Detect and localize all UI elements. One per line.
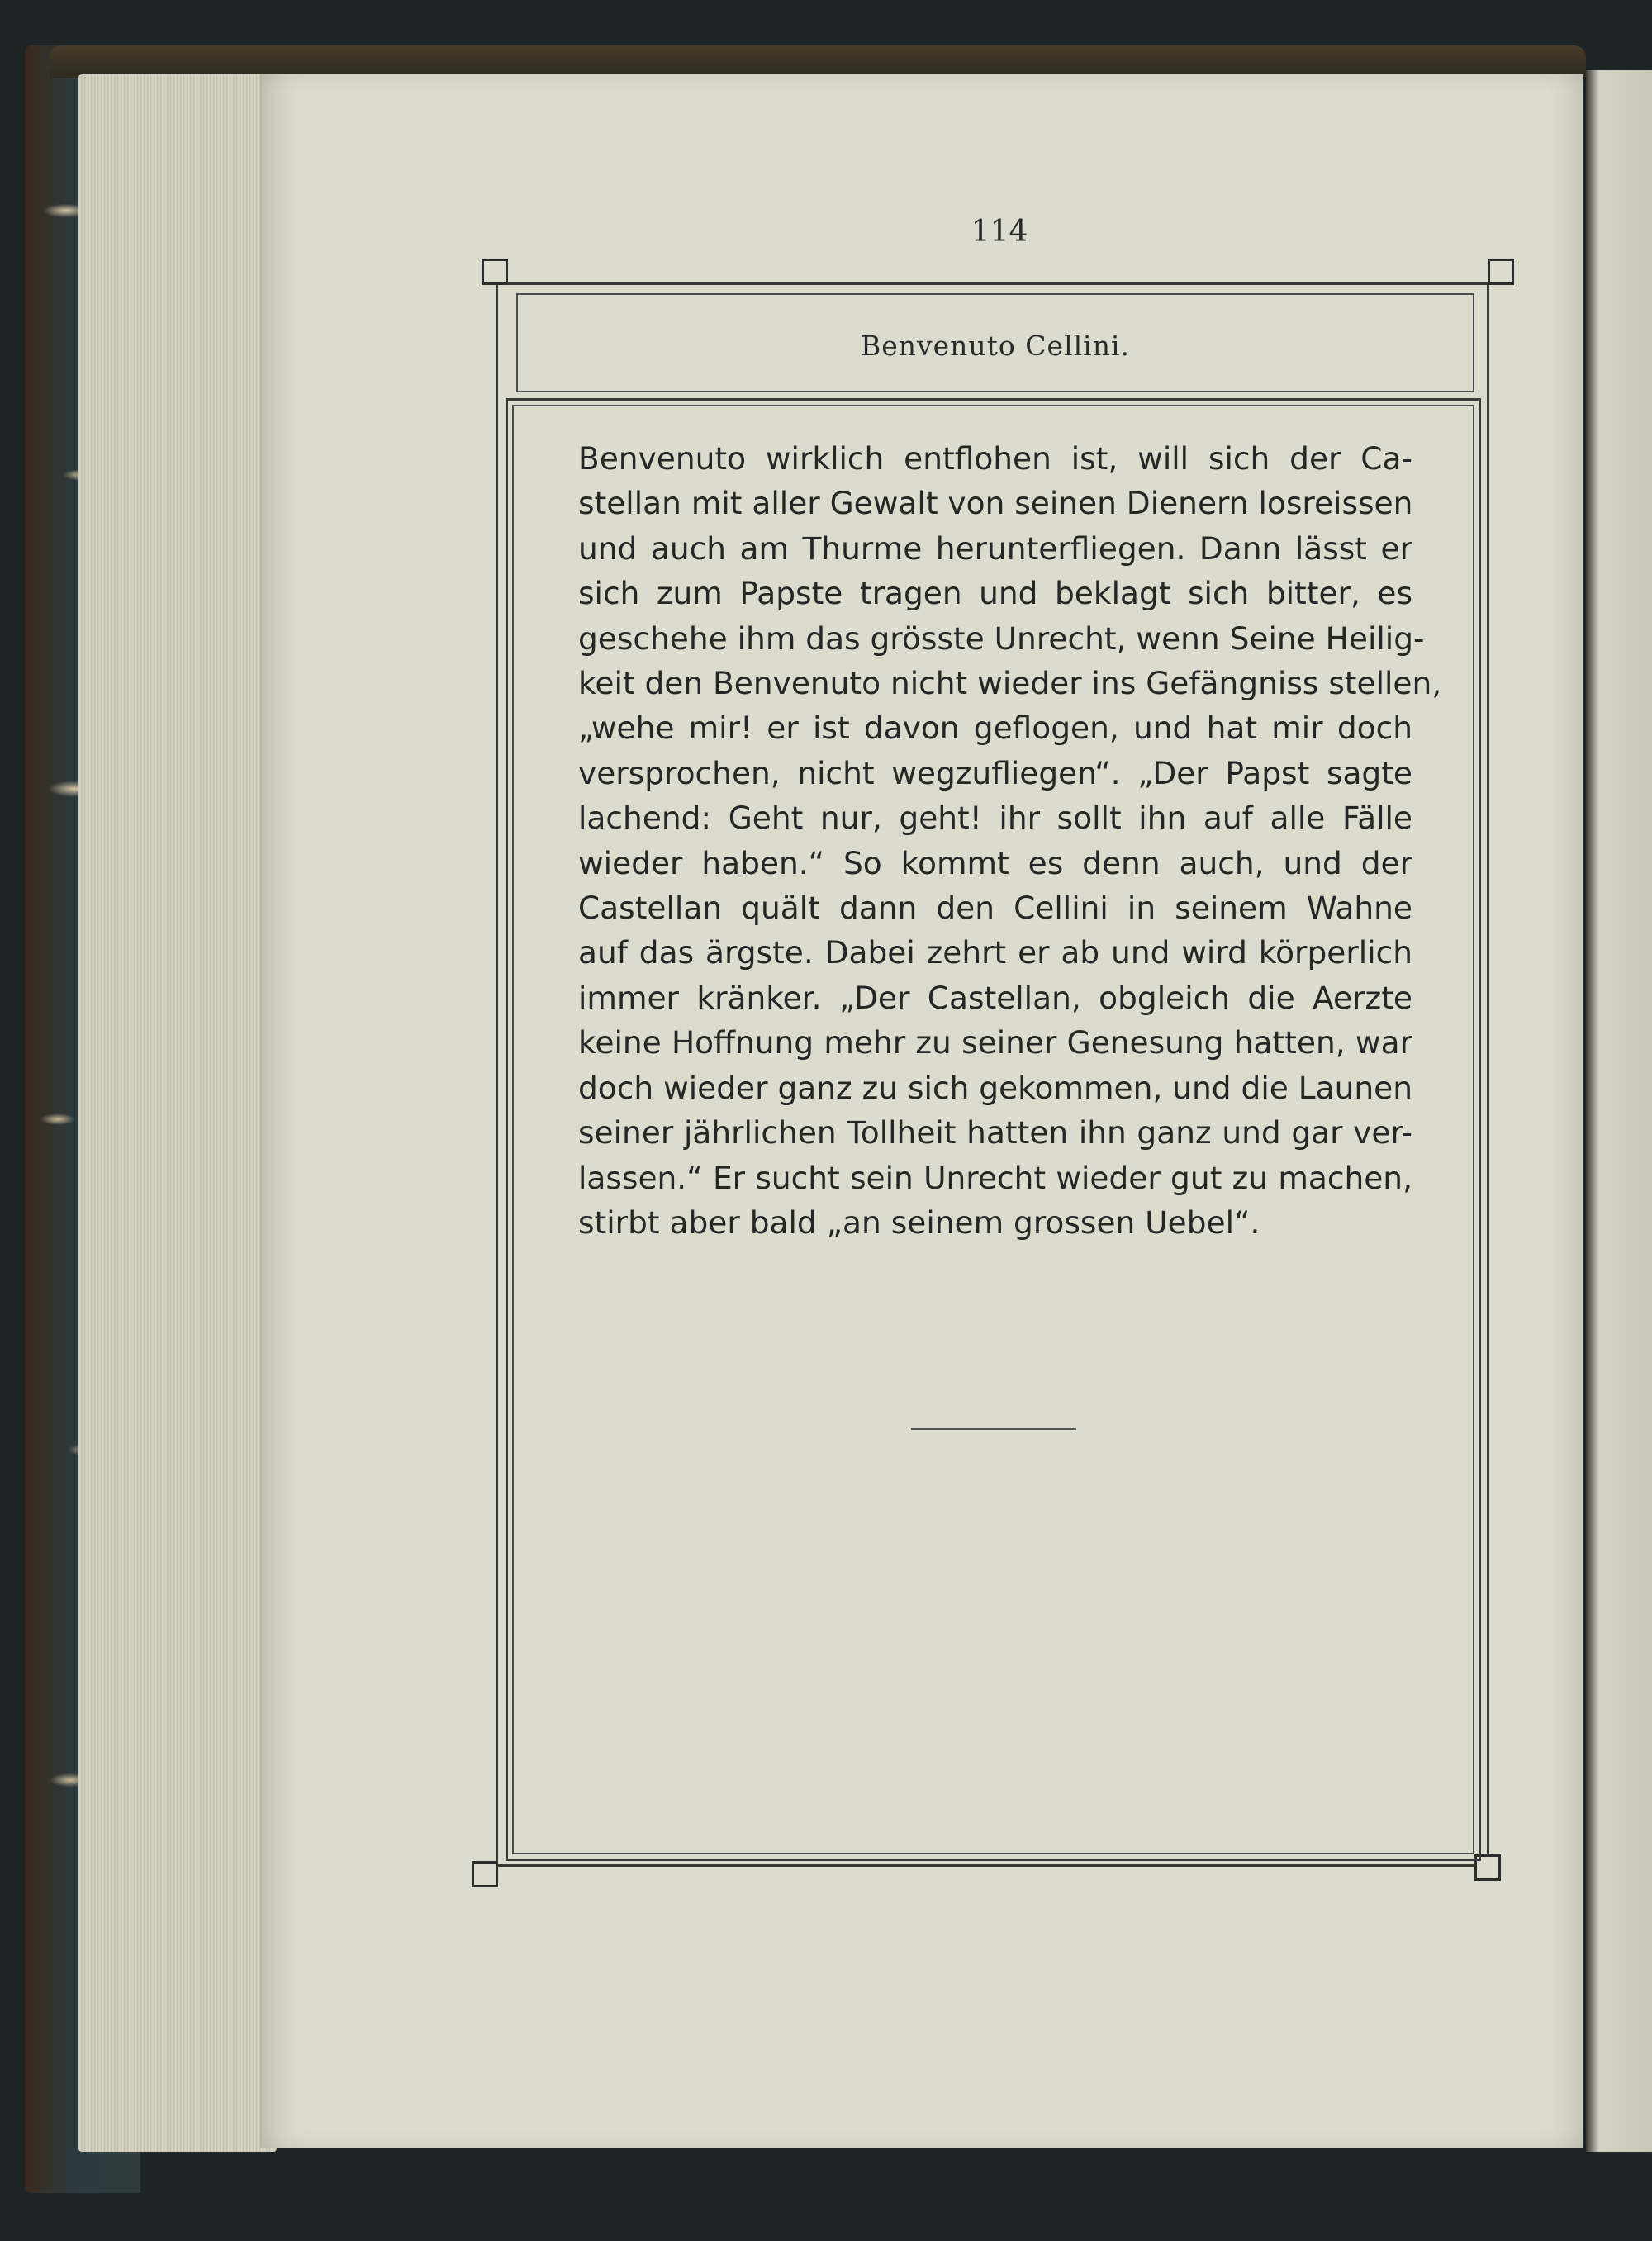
header-box: [516, 293, 1474, 392]
body-text: [578, 436, 1442, 1245]
frame-left-line: [496, 282, 498, 1864]
text-line: immer kränker. „Der Castellan, obgleich die Aerzte: [578, 979, 1412, 1016]
book-cover-top: [50, 45, 1586, 78]
frame-corner-bottom-left: [472, 1861, 498, 1887]
text-line: geschehe ihm das grösste Unrecht, wenn Seine Heilig-: [578, 620, 1425, 657]
text-line: stirbt aber bald „an seinem grossen Uebel“.: [578, 1204, 1260, 1241]
running-title: Benvenuto Cellini.: [860, 330, 1131, 362]
page-number: 114: [971, 215, 1028, 249]
page-stack-edges: [78, 74, 277, 2152]
text-line: keit den Benvenuto nicht wieder ins Gefängniss stellen,: [578, 665, 1442, 702]
text-line: lachend: Geht nur, geht! ihr sollt ihn auf alle Fälle: [578, 800, 1412, 837]
text-line: „wehe mir! er ist davon geflogen, und hat mir doch: [578, 710, 1412, 747]
text-line: stellan mit aller Gewalt von seinen Dienern losreissen: [578, 485, 1413, 522]
frame-right-line: [1487, 282, 1489, 1864]
text-line: lassen.“ Er sucht sein Unrecht wieder gut zu machen,: [578, 1159, 1412, 1196]
text-line: Castellan quält dann den Cellini in seinem Wahne: [578, 890, 1412, 927]
text-line: sich zum Papste tragen und beklagt sich bitter, es: [578, 575, 1412, 612]
text-line: auf das ärgste. Dabei zehrt er ab und wird körperlich: [578, 934, 1412, 971]
frame-top-line: [496, 282, 1491, 285]
text-line: seiner jährlichen Tollheit hatten ihn ganz und gar ver-: [578, 1114, 1412, 1151]
facing-page-edge: [1586, 70, 1652, 2152]
text-line: doch wieder ganz zu sich gekommen, und die Launen: [578, 1069, 1412, 1106]
text-line: wieder haben.“ So kommt es denn auch, und der: [578, 844, 1412, 881]
text-line: versprochen, nicht wegzufliegen“. „Der Papst sagte: [578, 754, 1412, 791]
frame-bottom-line: [493, 1864, 1484, 1867]
text-line: keine Hoffnung mehr zu seiner Genesung hatten, war: [578, 1024, 1412, 1061]
section-end-rule: [911, 1428, 1076, 1430]
frame-corner-top-left: [482, 259, 508, 285]
text-line: und auch am Thurme herunterfliegen. Dann lässt er: [578, 529, 1412, 567]
text-line: Benvenuto wirklich entflohen ist, will sich der Ca-: [578, 440, 1412, 477]
frame-corner-top-right: [1488, 259, 1514, 285]
